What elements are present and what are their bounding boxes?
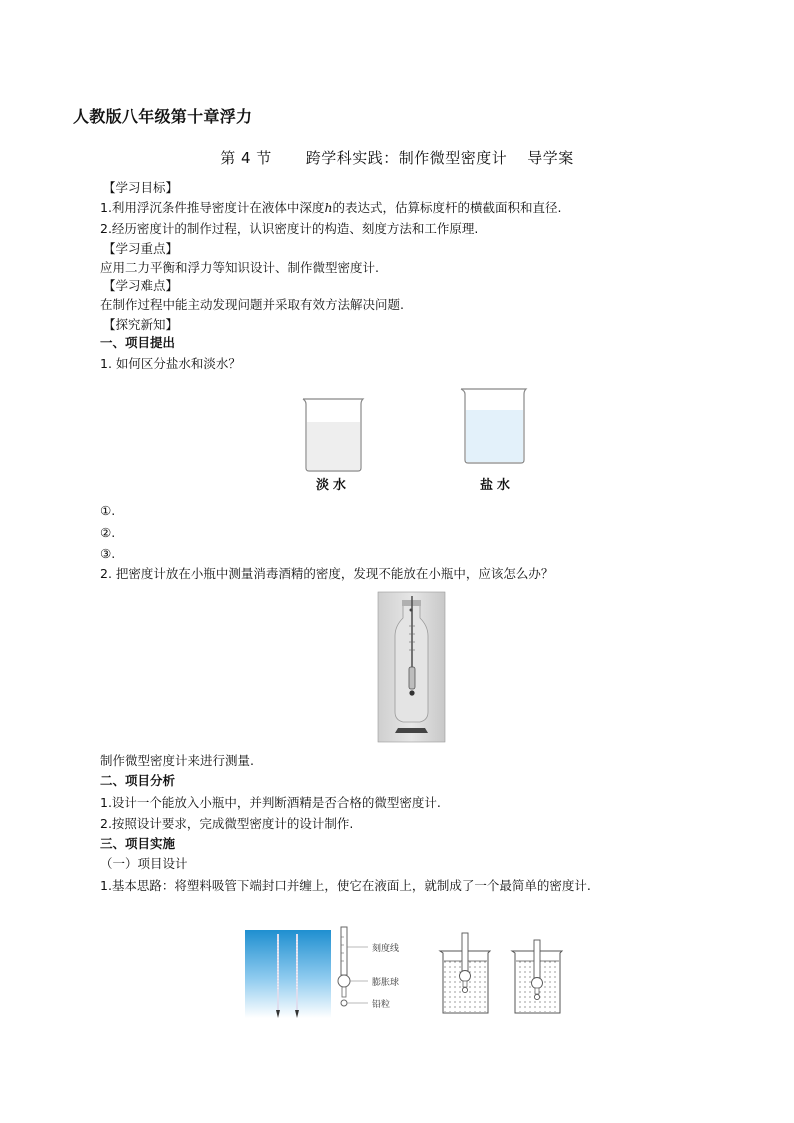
- answer-1: ①.: [100, 503, 116, 518]
- bottle-photo: [378, 592, 445, 742]
- key-points-text: 应用二力平衡和浮力等知识设计、制作微型密度计.: [100, 260, 379, 275]
- key-points-heading: 【学习重点】: [103, 241, 179, 256]
- question-1: 1. 如何区分盐水和淡水？: [100, 356, 241, 371]
- explore-heading: 【探究新知】: [103, 317, 179, 332]
- salt-water-label: 盐水: [480, 478, 515, 493]
- section-title: [0, 147, 794, 168]
- document-title: 人教版八年级第十章浮力: [73, 107, 253, 126]
- part2-heading: 二、项目分析: [100, 773, 176, 788]
- difficulties-heading: 【学习难点】: [103, 278, 179, 293]
- difficulties-text: 在制作过程中能主动发现问题并采取有效方法解决问题.: [100, 297, 404, 312]
- part1-heading: 一、项目提出: [100, 335, 176, 350]
- lead-label: 铅粒: [372, 1000, 391, 1010]
- objective-1-text: 1.利用浮沉条件推导密度计在液体中深度: [100, 200, 325, 215]
- fresh-water-beaker: [303, 399, 363, 471]
- answer-3: ③.: [100, 546, 116, 561]
- part2-item-2: 2.按照设计要求，完成微型密度计的设计制作.: [100, 816, 354, 831]
- salt-water-beaker: [461, 389, 526, 463]
- part2-item-1: 1.设计一个能放入小瓶中，并判断酒精是否合格的微型密度计.: [100, 795, 441, 810]
- answer-2: ②.: [100, 525, 116, 540]
- after-photo-text: 制作微型密度计来进行测量.: [100, 753, 254, 768]
- scale-line-label: 刻度线: [372, 944, 400, 954]
- objectives-heading: 【学习目标】: [103, 180, 179, 195]
- part3-subheading: （一）项目设计: [100, 856, 188, 871]
- part3-heading: 三、项目实施: [100, 836, 176, 851]
- bulb-label: 膨胀球: [372, 978, 400, 988]
- fresh-water-label: 淡水: [316, 478, 351, 493]
- part3-item-1: 1.基本思路：将塑料吸管下端封口并缠上，使它在液面上，就制成了一个最简单的密度计.: [100, 878, 591, 893]
- question-2: 2. 把密度计放在小瓶中测量消毒酒精的密度，发现不能放在小瓶中，应该怎么办？: [100, 566, 554, 581]
- section-number: 第 4 节: [220, 149, 272, 167]
- objective-2: 2.经历密度计的制作过程，认识密度计的构造、刻度方法和工作原理.: [100, 221, 479, 236]
- beaker-1: [440, 933, 490, 1013]
- objective-1-text-end: 的表达式，估算标度杆的横截面积和直径.: [332, 200, 562, 215]
- objective-1: [100, 199, 561, 217]
- section-main-title: 跨学科实践：制作微型密度计: [305, 149, 508, 167]
- objective-1-variable: h: [324, 200, 333, 215]
- hydrometers-in-beakers-diagram: [438, 925, 568, 1017]
- section-title-tail: 导学案: [527, 149, 574, 167]
- hydrometer-photo: [245, 930, 331, 1018]
- beaker-2: [512, 940, 562, 1013]
